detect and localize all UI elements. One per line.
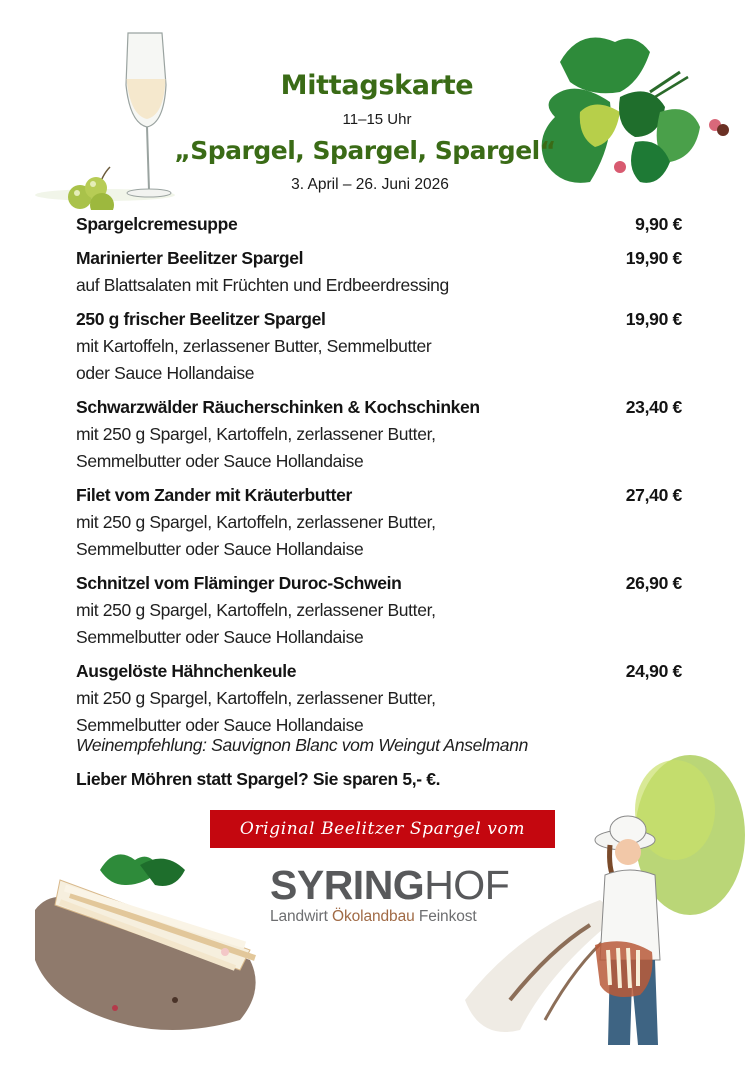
item-description: mit 250 g Spargel, Kartoffeln, zerlassener Butter,	[76, 424, 436, 444]
menu-item	[76, 481, 682, 563]
logo-bold-part: SYRING	[270, 862, 425, 908]
tagline-landwirt: Landwirt	[270, 908, 328, 925]
logo-light-part: HOF	[424, 862, 510, 908]
tagline-oekolandbau: Ökolandbau	[332, 908, 415, 925]
item-price: 26,90 €	[625, 573, 682, 593]
menu-item	[76, 393, 682, 475]
item-price: 19,90 €	[625, 248, 682, 268]
carrot-alternative-note: Lieber Möhren statt Spargel? Sie sparen 5,- €.	[76, 769, 441, 789]
asparagus-illustration	[20, 840, 270, 1040]
menu-item	[76, 244, 682, 299]
item-description: mit 250 g Spargel, Kartoffeln, zerlassener Butter,	[76, 512, 436, 532]
item-description: oder Sauce Hollandaise	[76, 363, 255, 383]
item-description: mit 250 g Spargel, Kartoffeln, zerlassener Butter,	[76, 688, 436, 708]
item-price: 23,40 €	[625, 397, 682, 417]
farmer-woman-illustration	[460, 740, 754, 1065]
menu-item	[76, 569, 682, 651]
item-description: auf Blattsalaten mit Früchten und Erdbeerdressing	[76, 275, 449, 295]
date-range: 3. April – 26. Juni 2026	[291, 176, 449, 193]
item-description: mit Kartoffeln, zerlassener Butter, Semmelbutter	[76, 336, 432, 356]
menu-title: Mittagskarte	[280, 70, 474, 101]
item-description: Semmelbutter oder Sauce Hollandaise	[76, 715, 364, 735]
item-description: Semmelbutter oder Sauce Hollandaise	[76, 627, 364, 647]
item-name: Spargelcremesuppe	[76, 214, 238, 234]
menu-item	[76, 657, 682, 739]
menu-item	[76, 305, 682, 387]
item-name: Schwarzwälder Räucherschinken & Kochschinken	[76, 397, 480, 417]
item-description: Semmelbutter oder Sauce Hollandaise	[76, 539, 364, 559]
item-price: 24,90 €	[625, 661, 682, 681]
item-name: Schnitzel vom Fläminger Duroc-Schwein	[76, 573, 402, 593]
item-price: 27,40 €	[625, 485, 682, 505]
origin-banner: Original Beelitzer Spargel vom	[210, 810, 555, 848]
menu-item	[76, 210, 682, 238]
menu-list	[76, 210, 682, 745]
wine-recommendation: Weinempfehlung: Sauvignon Blanc vom Weingut Anselmann	[76, 735, 528, 755]
item-description: Semmelbutter oder Sauce Hollandaise	[76, 451, 364, 471]
item-price: 19,90 €	[625, 309, 682, 329]
item-name: Ausgelöste Hähnchenkeule	[76, 661, 297, 681]
menu-subtitle: „Spargel, Spargel, Spargel“	[174, 136, 556, 165]
item-description: mit 250 g Spargel, Kartoffeln, zerlassener Butter,	[76, 600, 436, 620]
item-name: Filet vom Zander mit Kräuterbutter	[76, 485, 352, 505]
item-name: 250 g frischer Beelitzer Spargel	[76, 309, 326, 329]
tagline-feinkost: Feinkost	[418, 908, 477, 925]
item-price: 9,90 €	[635, 214, 682, 234]
opening-hours: 11–15 Uhr	[342, 111, 412, 128]
item-name: Marinierter Beelitzer Spargel	[76, 248, 304, 268]
